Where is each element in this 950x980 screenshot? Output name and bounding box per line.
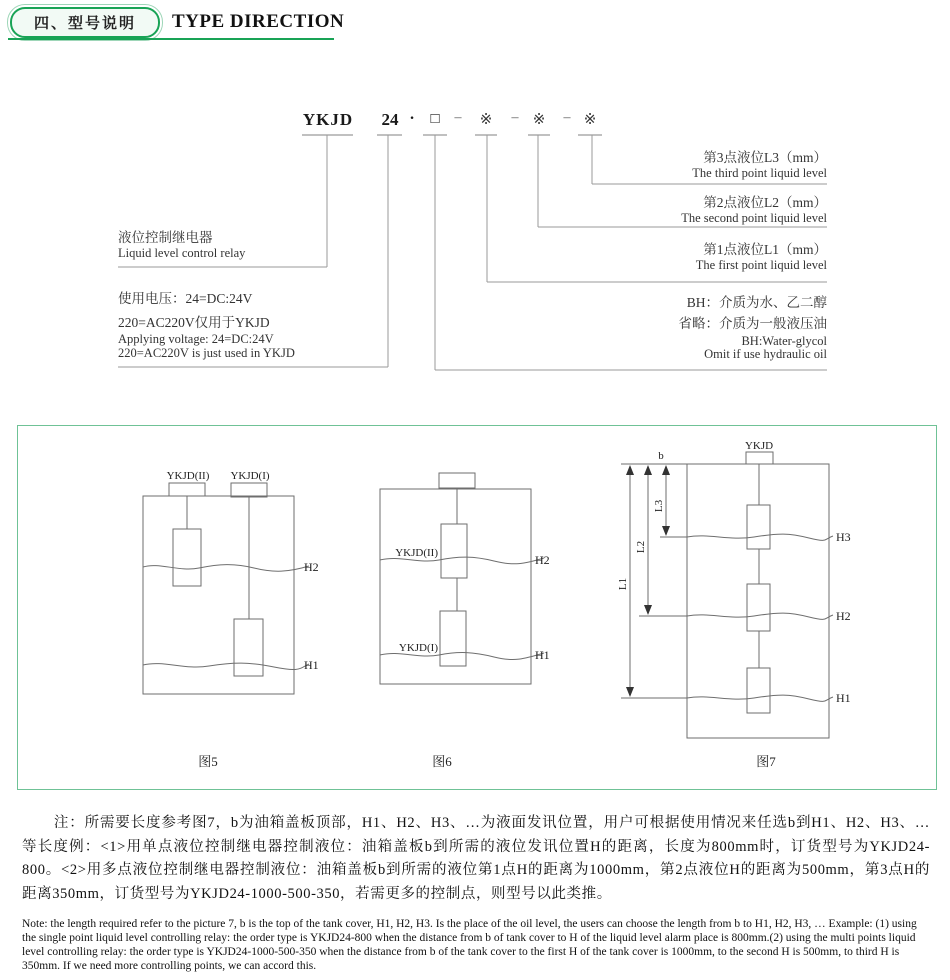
callout-l3-zh: 第3点液位L3（mm）	[703, 150, 827, 165]
callout-l2-zh: 第2点液位L2（mm）	[703, 195, 827, 210]
callout-relay-zh: 液位控制继电器	[118, 230, 213, 245]
figure-6	[380, 473, 550, 769]
fig7-l2-label: L2	[635, 540, 647, 554]
callout-l2-en: The second point liquid level	[681, 211, 827, 225]
fig5-sensor-ii-label: YKJD(II)	[166, 470, 210, 482]
model-code-star-1: ※	[479, 112, 493, 128]
model-code-series: YKJD	[302, 110, 354, 129]
fig7-float-3	[747, 505, 770, 549]
model-code-star-2: ※	[532, 112, 546, 128]
fig5-h2-label: H2	[304, 560, 319, 574]
fig5-float-i	[234, 619, 263, 676]
fig5-sensor-ii-head	[169, 483, 205, 496]
figure-7	[617, 440, 851, 769]
model-code-voltage: 24	[381, 110, 399, 129]
fig5-level-h2-wave	[143, 565, 309, 572]
fig7-level-h3-wave	[687, 534, 833, 540]
callout-voltage-en2: 220=AC220V is just used in YKJD	[118, 346, 295, 360]
fig7-h2-label: H2	[836, 609, 851, 623]
model-code-box-placeholder: □	[430, 111, 440, 127]
fig6-sensor-ii-label: YKJD(II)	[395, 547, 438, 559]
model-code-dash-2: –	[511, 110, 519, 125]
fig7-l1-label: L1	[617, 577, 629, 591]
fig7-level-h2-wave	[687, 613, 833, 619]
fig6-sensor-i-label: YKJD(I)	[398, 642, 438, 654]
fig7-l3-label: L3	[653, 499, 665, 513]
fig7-level-h1-wave	[687, 695, 833, 701]
fig7-caption: 图7	[756, 754, 776, 769]
fig5-sensor-i-head	[231, 483, 267, 497]
fig7-float-2	[747, 584, 770, 631]
fig7-sensor-head	[746, 452, 773, 464]
model-code-dash-1: –	[454, 110, 462, 125]
callout-l1-en: The first point liquid level	[695, 258, 827, 272]
callout-bh-zh2: 省略：介质为一般液压油	[678, 316, 827, 331]
fig7-b-label: b	[658, 450, 664, 462]
note-chinese: 注：所需要长度参考图7，b为油箱盖板顶部，H1、H2、H3、…为液面发讯位置，用户可根据使用情况来任选b到H1、H2、H3、…等长度例：<1>用单点液位控制继电器控制液位：油箱盖板b到所需的液位发讯位置H的距离，长度为800mm时，订货型号为YKJD24-800。<2>用多点液位控制继电器控制液位：油箱盖板b到所需的液位第1点H的距离为1000mm，第2点液位H的距离为500mm，第3点H的距离350mm，订货型号为YKJD24-1000-500-350，若需更多的控制点，则型号以此类推。	[22, 815, 930, 902]
fig5-h1-label: H1	[304, 658, 319, 672]
fig7-h3-label: H3	[836, 530, 851, 544]
callout-bh-en1: BH:Water-glycol	[741, 334, 827, 348]
callout-voltage-zh2: 220=AC220V仅用于YKJD	[118, 315, 270, 330]
fig7-dimensions	[621, 464, 687, 698]
fig6-h1-label: H1	[535, 648, 550, 662]
fig5-float-ii	[173, 529, 201, 586]
figures-drawing	[18, 426, 934, 787]
callout-relay-en: Liquid level control relay	[118, 246, 246, 260]
fig6-tank	[380, 489, 531, 684]
page-title: TYPE DIRECTION	[172, 11, 345, 32]
fig5-caption: 图5	[198, 754, 218, 769]
section-badge-label: 四、型号说明	[33, 15, 136, 32]
fig7-h1-label: H1	[836, 691, 851, 705]
fig6-caption: 图6	[432, 754, 452, 769]
fig6-float-i	[440, 611, 466, 666]
model-code-dot: ·	[409, 110, 415, 127]
fig7-model-label: YKJD	[744, 440, 774, 452]
fig6-sensor-head	[439, 473, 475, 488]
fig7-float-1	[747, 668, 770, 713]
fig5-level-h1-wave	[143, 663, 309, 669]
fig6-h2-label: H2	[535, 553, 550, 567]
model-code-star-3: ※	[583, 112, 597, 128]
figures-panel	[17, 425, 937, 790]
fig6-float-ii	[441, 524, 467, 578]
callout-voltage-zh1: 使用电压：24=DC:24V	[118, 291, 253, 306]
figure-5	[143, 470, 319, 769]
callout-bh-en2: Omit if use hydraulic oil	[704, 347, 827, 361]
fig5-sensor-i-label: YKJD(I)	[230, 470, 270, 482]
callout-voltage-en1: Applying voltage: 24=DC:24V	[118, 332, 274, 346]
callout-l1-zh: 第1点液位L1（mm）	[703, 242, 827, 257]
model-code-dash-3: –	[563, 110, 571, 125]
note-english: Note: the length required refer to the picture 7, b is the top of the tank cover, H1, H2, H3. Is the place of the oil level, the users can choose the length from b to H1, H2, H3, … Example: (1) using the single point liquid level controlling relay: the order type is YKJD24-800 when the distance from b of tank cover to H of the liquid level alarm place is 800mm.(2) using the multi points liquid level controlling relay: the order type is YKJD24-1000-500-350 when the distance from b of the tank cover to the first H of the tank cover is 1000mm, to the second H is 500mm, to third H is 350mm. If we need more controlling points, we can accord this.	[22, 918, 917, 972]
callout-l3-en: The third point liquid level	[692, 166, 827, 180]
callout-bh-zh1: BH：介质为水、乙二醇	[686, 295, 827, 310]
